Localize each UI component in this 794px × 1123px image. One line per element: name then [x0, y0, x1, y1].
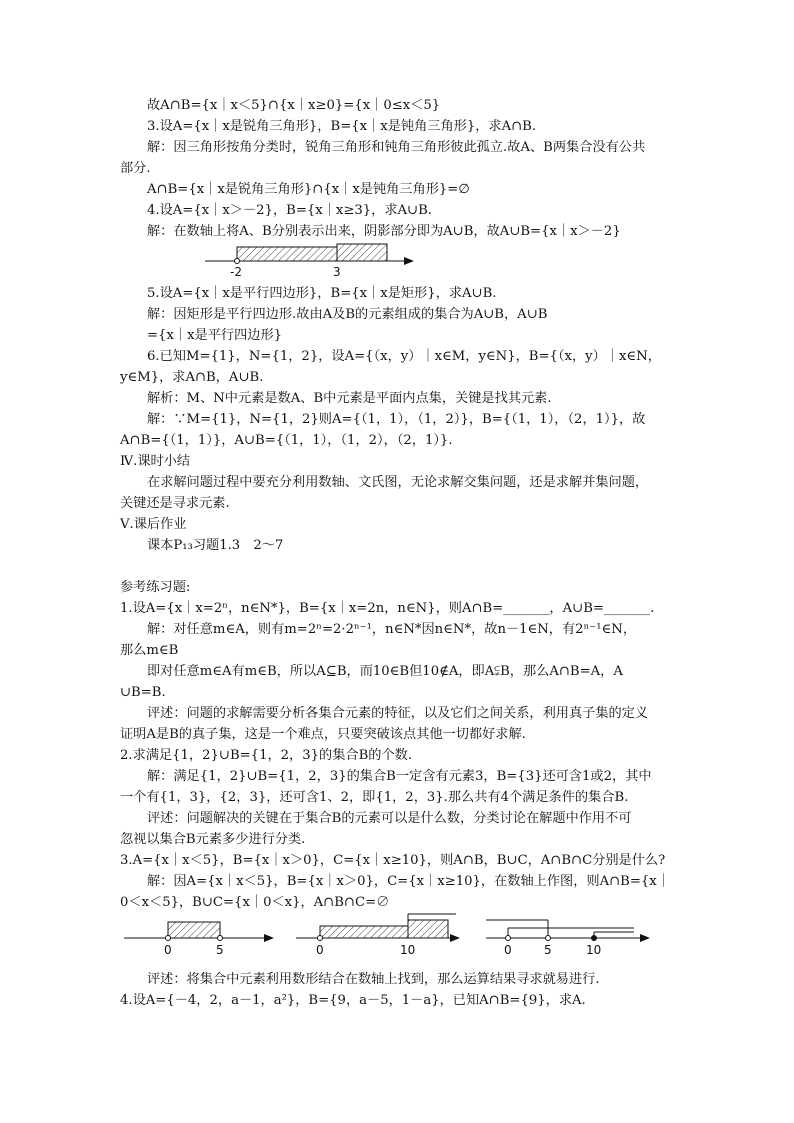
text-line: ∪B=B. [120, 685, 166, 700]
section-heading: Ⅴ.课后作业 [120, 517, 187, 532]
number-line-figure-2 [122, 912, 282, 958]
text-line: 解析：M、N中元素是数A、B中元素是平面内点集，关键是找其元素. [147, 391, 552, 406]
tick-label: 0 [316, 943, 324, 957]
text-line: 解：对任意m∈A，则有m=2ⁿ=2·2ⁿ⁻¹，n∈N*因n∈N*，故n－1∈N，有2ⁿ⁻¹∈N， [147, 622, 637, 637]
text-line: 解：∵M={1}，N={1，2}则A={（1，1），（1，2）}，B={（1，1），（2，1）}，故 [147, 412, 646, 427]
tick-label: 5 [216, 943, 224, 957]
text-line: 一个有{1，3}，{2，3}，还可含1、2，即{1，2，3}.那么共有4个满足条件的集合B. [120, 790, 629, 805]
text-line: 评述：将集合中元素利用数形结合在数轴上找到，那么运算结果寻求就易进行. [147, 972, 600, 987]
text-line: 解：在数轴上将A、B分别表示出来，阴影部分即为A∪B，故A∪B={x｜x＞－2} [147, 224, 621, 239]
text-line: 1.设A={x｜x=2ⁿ，n∈N*}，B={x｜x=2n，n∈N}，则A∩B=_______，A∪B=_______. [120, 601, 655, 616]
tick-label: 0 [164, 943, 172, 957]
number-line-figure-4 [484, 912, 656, 958]
text-line: 忽视以集合B元素多少进行分类. [120, 832, 306, 847]
tick-label: 10 [586, 943, 602, 957]
text-line: 5.设A={x｜x是平行四边形}，B={x｜x是矩形}，求A∪B. [147, 286, 497, 301]
text-line: 2.求满足{1，2}∪B={1，2，3}的集合B的个数. [120, 748, 413, 763]
number-line-figure-1 [200, 240, 420, 282]
tick-label: 5 [544, 943, 552, 957]
text-line: 4.设A={x｜x＞－2}，B={x｜x≥3}，求A∪B. [147, 203, 432, 218]
section-heading: Ⅳ.课时小结 [120, 454, 191, 469]
text-line: 评述：问题的求解需要分析各集合元素的特征，以及它们之间关系，利用真子集的定义 [147, 706, 649, 721]
text-line: 解：满足{1，2}∪B={1，2，3}的集合B一定含有元素3，B={3}还可含1或2，其中 [147, 769, 652, 784]
text-line: 部分. [120, 161, 151, 176]
text-line: ={x｜x是平行四边形} [147, 328, 283, 343]
tick-label: 3 [333, 265, 341, 279]
text-line: A∩B={x｜x是锐角三角形}∩{x｜x是钝角三角形}=∅ [147, 182, 470, 197]
number-line-figure-3 [294, 908, 470, 958]
text-line: 证明A是B的真子集，这是一个难点，只要突破该点其他一切都好求解. [120, 727, 526, 742]
section-heading: 参考练习题: [120, 580, 191, 595]
text-line: 3.设A={x｜x是锐角三角形}，B={x｜x是钝角三角形}，求A∩B. [147, 119, 537, 134]
tick-label: -2 [230, 265, 242, 279]
text-line: 在求解问题过程中要充分利用数轴、文氏图，无论求解交集问题，还是求解并集问题， [147, 475, 649, 490]
text-line: 0＜x＜5}，B∪C={x｜0＜x}，A∩B∩C=∅ [120, 895, 390, 910]
text-line: 关键还是寻求元素. [120, 496, 230, 511]
text-line: 那么m∈B [120, 643, 179, 658]
text-line: 6.已知M={1}，N={1，2}，设A={（x，y）｜x∈M，y∈N}，B={（x，y）｜x∈N， [147, 349, 661, 364]
text-line: 评述：问题解决的关键在于集合B的元素可以是什么数，分类讨论在解题中作用不可 [147, 811, 632, 826]
text-line: 解：因三角形按角分类时，锐角三角形和钝角三角形彼此孤立.故A、B两集合没有公共 [147, 140, 646, 155]
text-line: 课本P₁₃习题1.3 2～7 [147, 538, 284, 553]
tick-label: 10 [400, 943, 416, 957]
text-line: 4.设A={－4，2，a－1，a²}，B={9，a－5，1－a}，已知A∩B={9}，求A. [120, 993, 586, 1008]
text-line: A∩B={（1，1）}，A∪B={（1，1），（1，2），（2，1）}. [120, 433, 453, 448]
text-line: y∈M}，求A∩B，A∪B. [120, 370, 264, 385]
text-line: 故A∩B={x｜x＜5}∩{x｜x≥0}={x｜0≤x＜5} [147, 98, 441, 113]
text-line: 3.A={x｜x＜5}，B={x｜x＞0}，C={x｜x≥10}，则A∩B，B∪C，A∩B∩C分别是什么? [120, 853, 666, 868]
text-line: 解：因A={x｜x＜5}，B={x｜x＞0}，C={x｜x≥10}，在数轴上作图，则A∩B={x｜ [147, 874, 670, 889]
tick-label: 0 [504, 943, 512, 957]
text-line: 即对任意m∈A有m∈B，所以A⊆B，而10∈B但10∉A，即A⫋B，那么A∩B=A，A [147, 664, 623, 679]
text-line: 解：因矩形是平行四边形.故由A及B的元素组成的集合为A∪B，A∪B [147, 307, 548, 322]
